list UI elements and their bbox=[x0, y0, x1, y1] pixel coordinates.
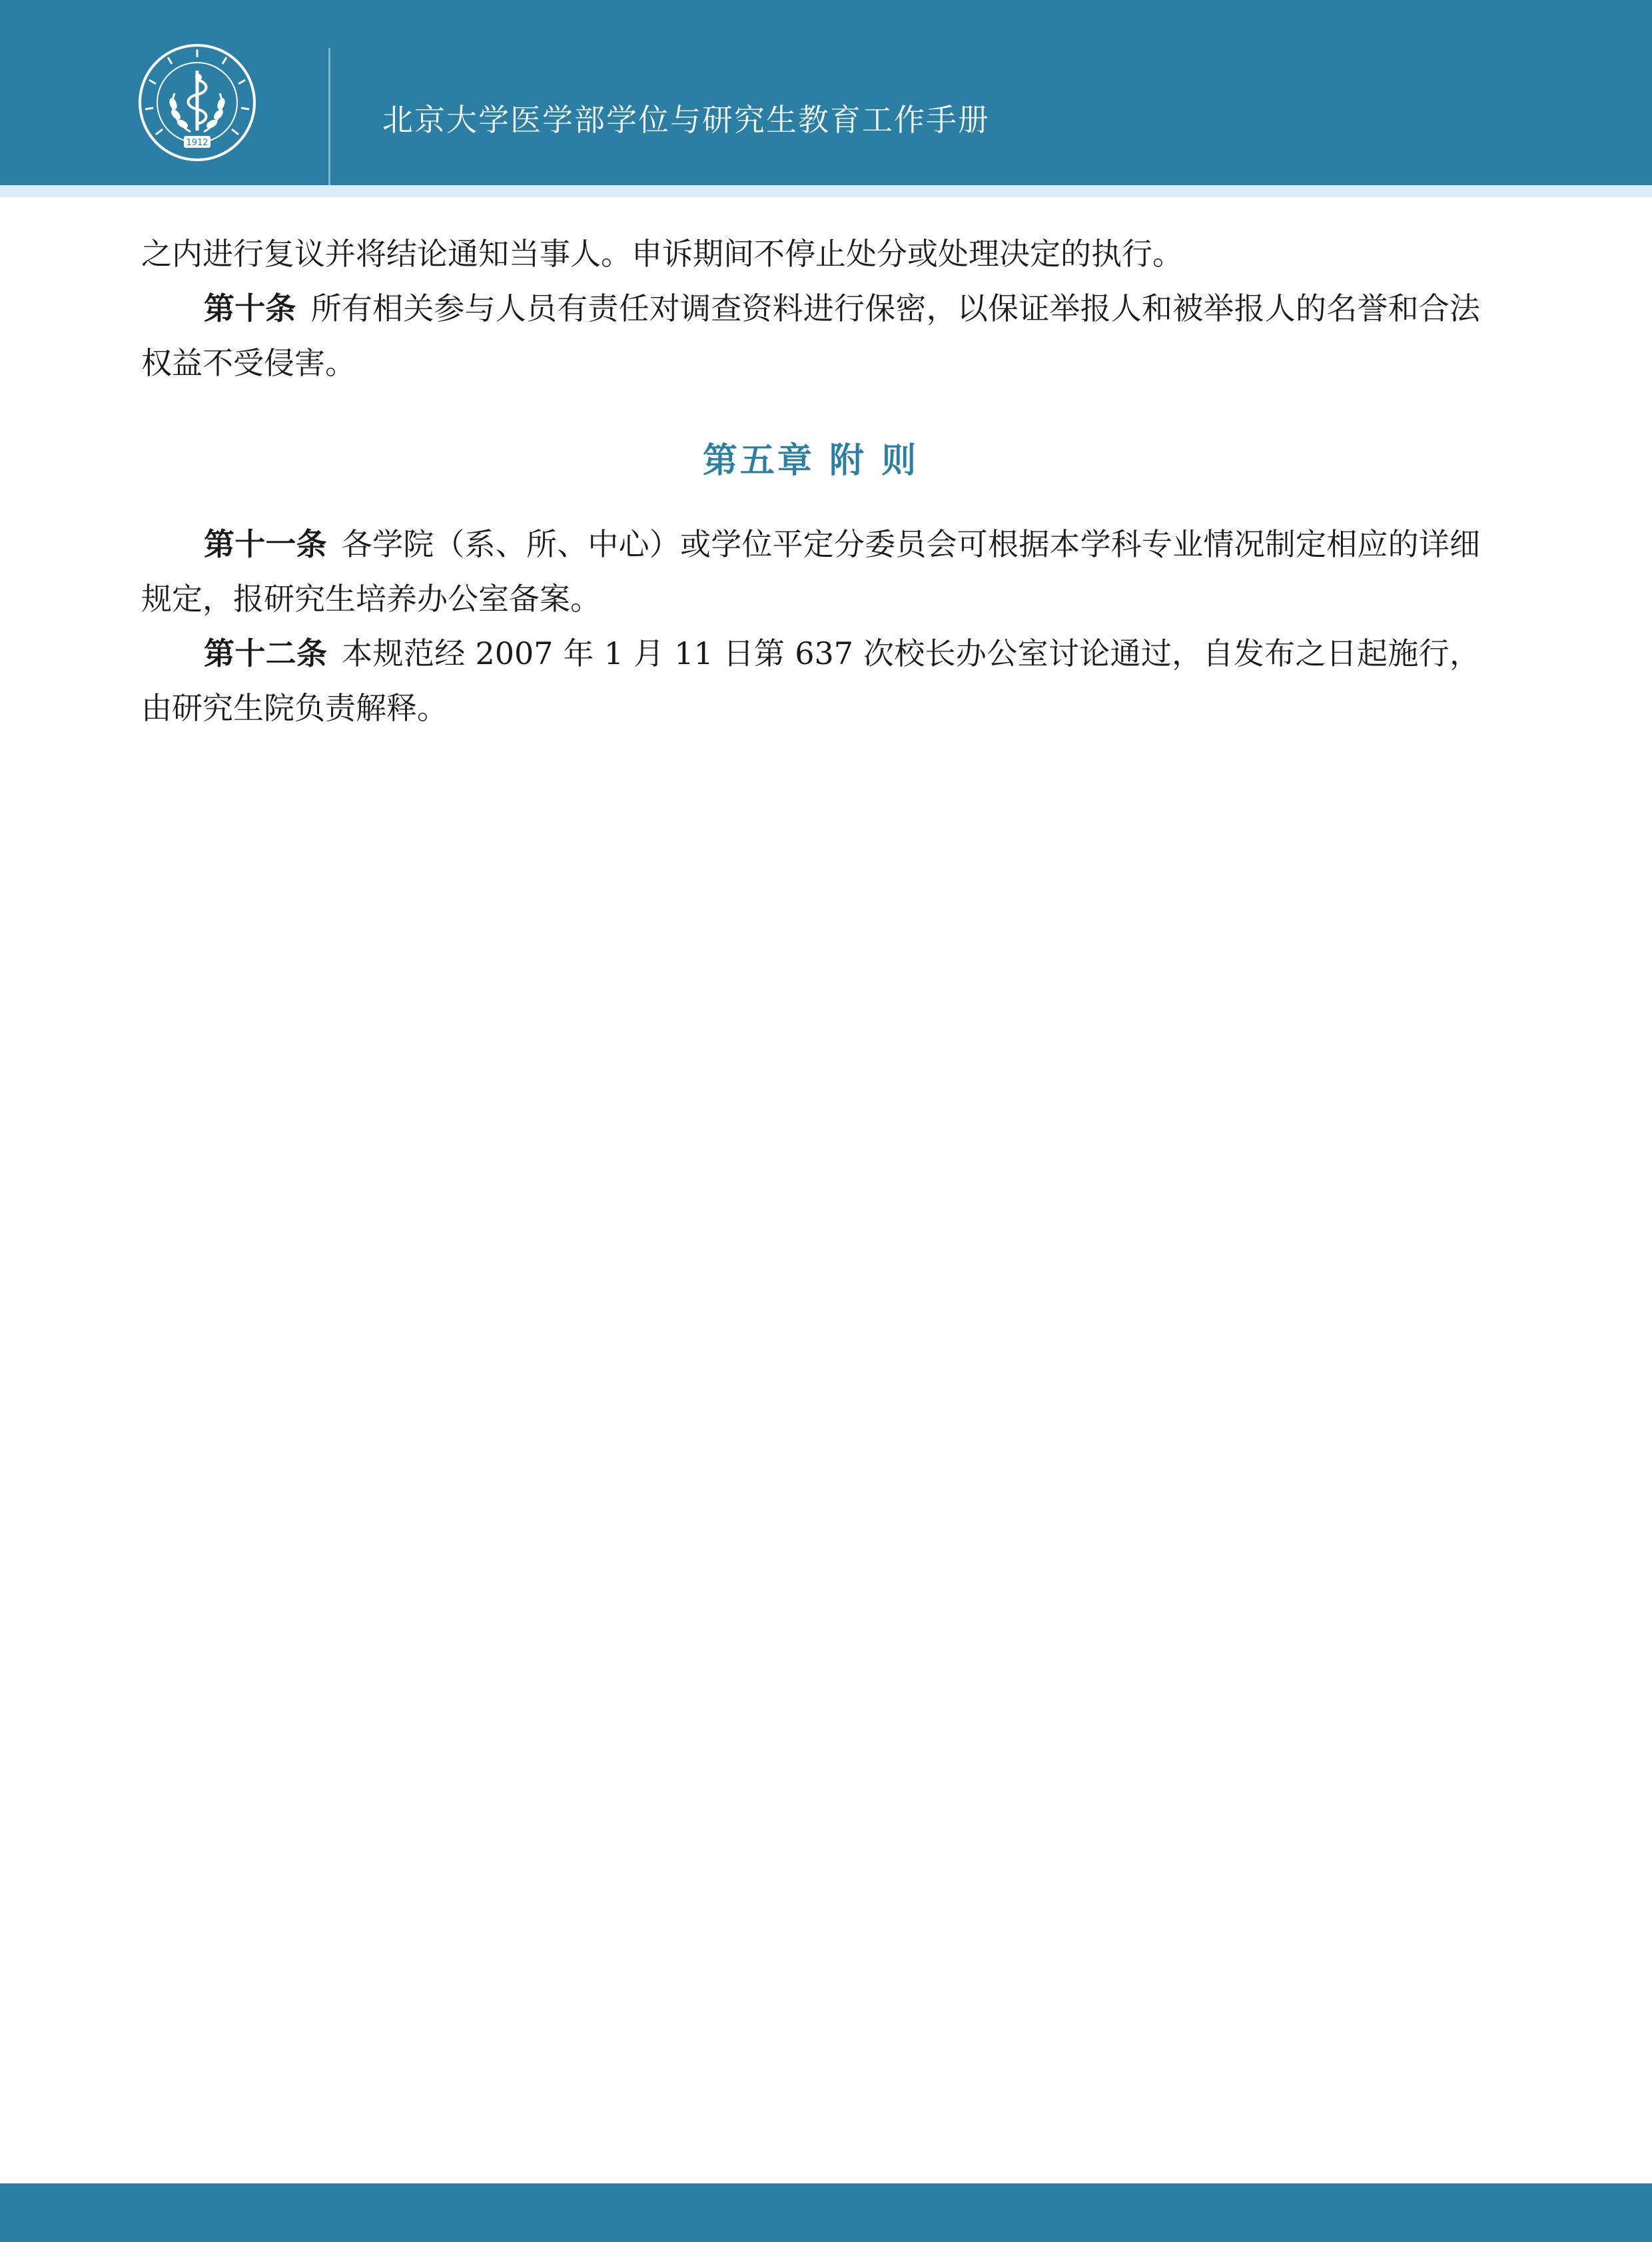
article-11-text: 各学院（系、所、中心）或学位平定分委员会可根据本学科专业情况制定相应的详细规定，报研究生培养办公室备案。 bbox=[141, 526, 1481, 617]
header-divider bbox=[328, 48, 330, 185]
article-10 bbox=[141, 281, 1480, 390]
header-accent-strip bbox=[0, 185, 1652, 197]
continuation-paragraph: 之内进行复议并将结论通知当事人。申诉期间不停止处分或处理决定的执行。 bbox=[141, 236, 1183, 272]
document-body bbox=[141, 226, 1480, 735]
article-11-label: 第十一条 bbox=[204, 526, 327, 562]
article-11 bbox=[141, 517, 1480, 626]
seal-year: 1912 bbox=[186, 138, 208, 148]
university-seal-icon bbox=[137, 43, 257, 163]
page-footer-band bbox=[0, 2183, 1652, 2242]
article-10-text: 所有相关参与人员有责任对调查资料进行保密，以保证举报人和被举报人的名誉和合法权益不受侵害。 bbox=[141, 290, 1481, 381]
article-10-label: 第十条 bbox=[204, 290, 296, 326]
article-12 bbox=[141, 626, 1480, 735]
chapter-5-title: 第五章 附 则 bbox=[702, 441, 919, 481]
handbook-title: 北京大学医学部学位与研究生教育工作手册 bbox=[382, 102, 990, 138]
article-12-text: 本规范经 2007 年 1 月 11 日第 637 次校长办公室讨论通过，自发布之日起施行，由研究生院负责解释。 bbox=[141, 635, 1481, 726]
article-12-label: 第十二条 bbox=[204, 635, 328, 671]
